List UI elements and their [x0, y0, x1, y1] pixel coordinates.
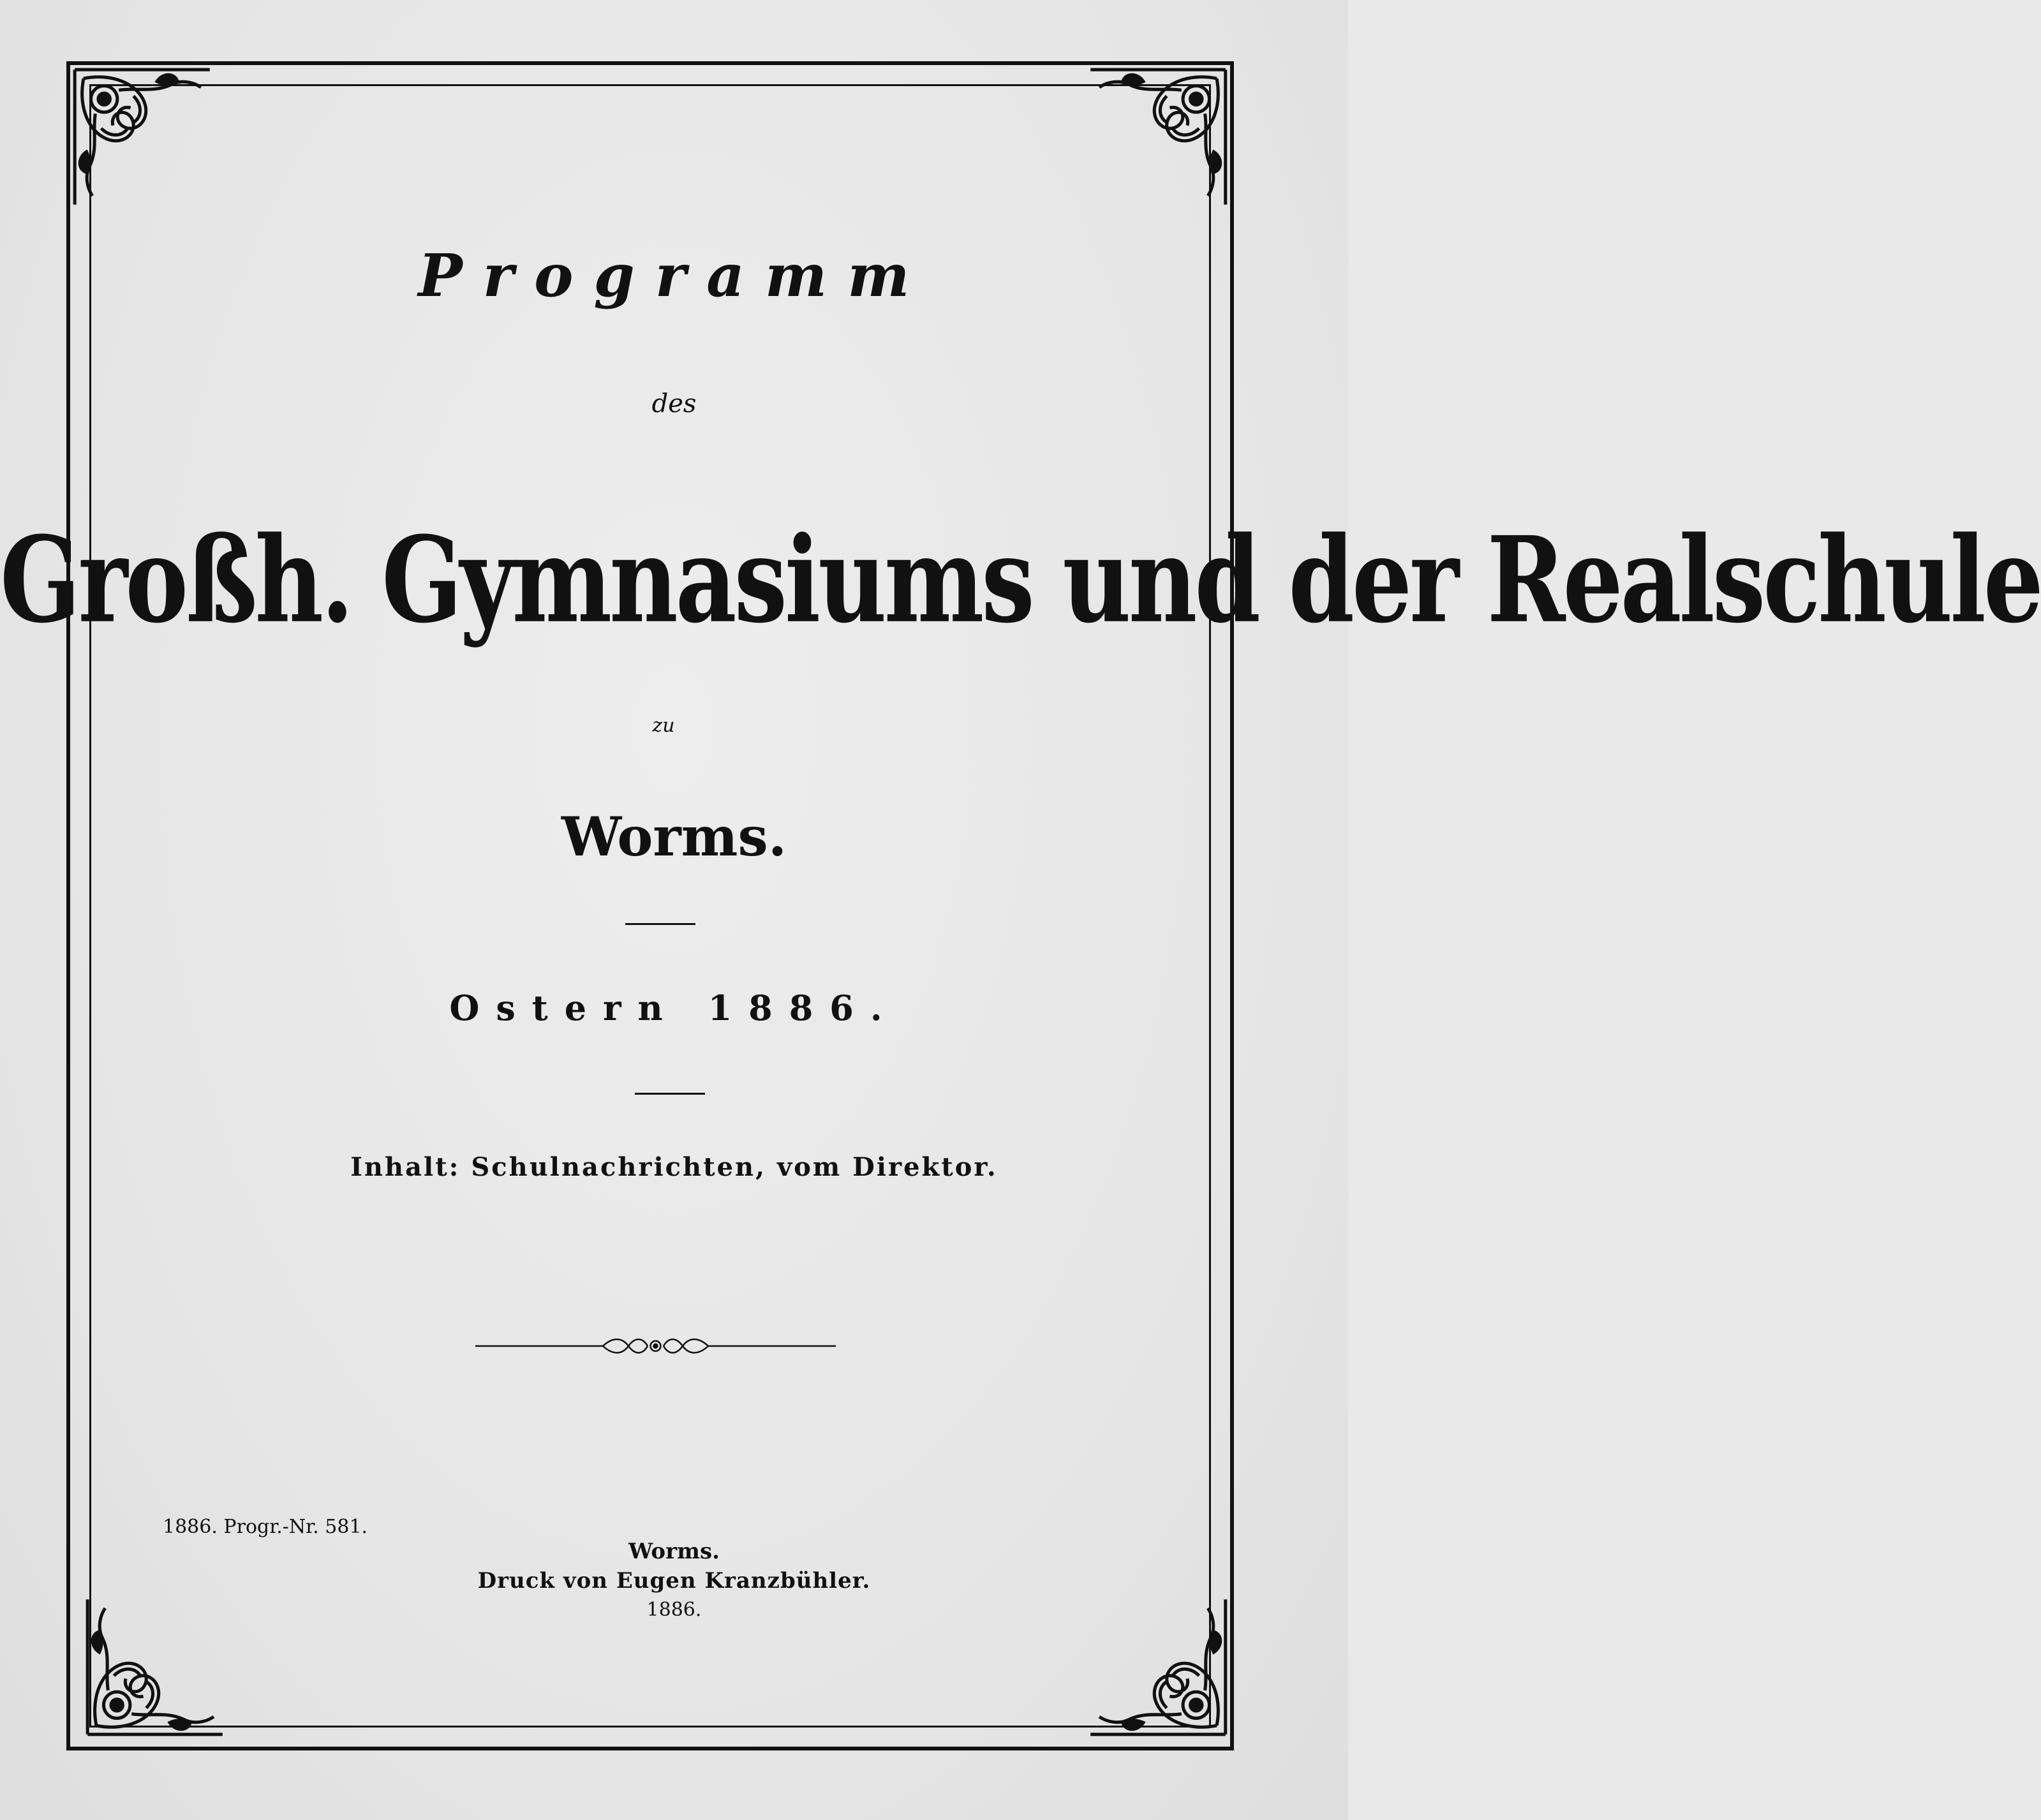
- short-rule: [635, 1093, 705, 1095]
- issue-date: Ostern 1886.: [449, 988, 899, 1028]
- imprint-city: Worms.: [628, 1539, 720, 1564]
- document-title: Programm: [418, 241, 930, 310]
- contents-line: Inhalt: Schulnachrichten, vom Direktor.: [350, 1152, 998, 1182]
- preposition-des: des: [651, 389, 697, 418]
- corner-ornament-icon: [1085, 64, 1231, 211]
- corner-ornament-icon: [69, 64, 216, 211]
- institution-name: Großh. Gymnasiums und der Realschule: [0, 510, 2041, 649]
- short-rule: [625, 923, 695, 925]
- imprint-year: 1886.: [646, 1599, 702, 1621]
- preposition-zu: zu: [652, 714, 675, 737]
- program-number: 1886. Progr.-Nr. 581.: [163, 1516, 368, 1538]
- imprint-printer: Druck von Eugen Kranzbühler.: [477, 1568, 871, 1594]
- divider-ornament-icon: [475, 1333, 836, 1359]
- inner-frame: [89, 84, 1211, 1728]
- city-name: Worms.: [561, 805, 787, 868]
